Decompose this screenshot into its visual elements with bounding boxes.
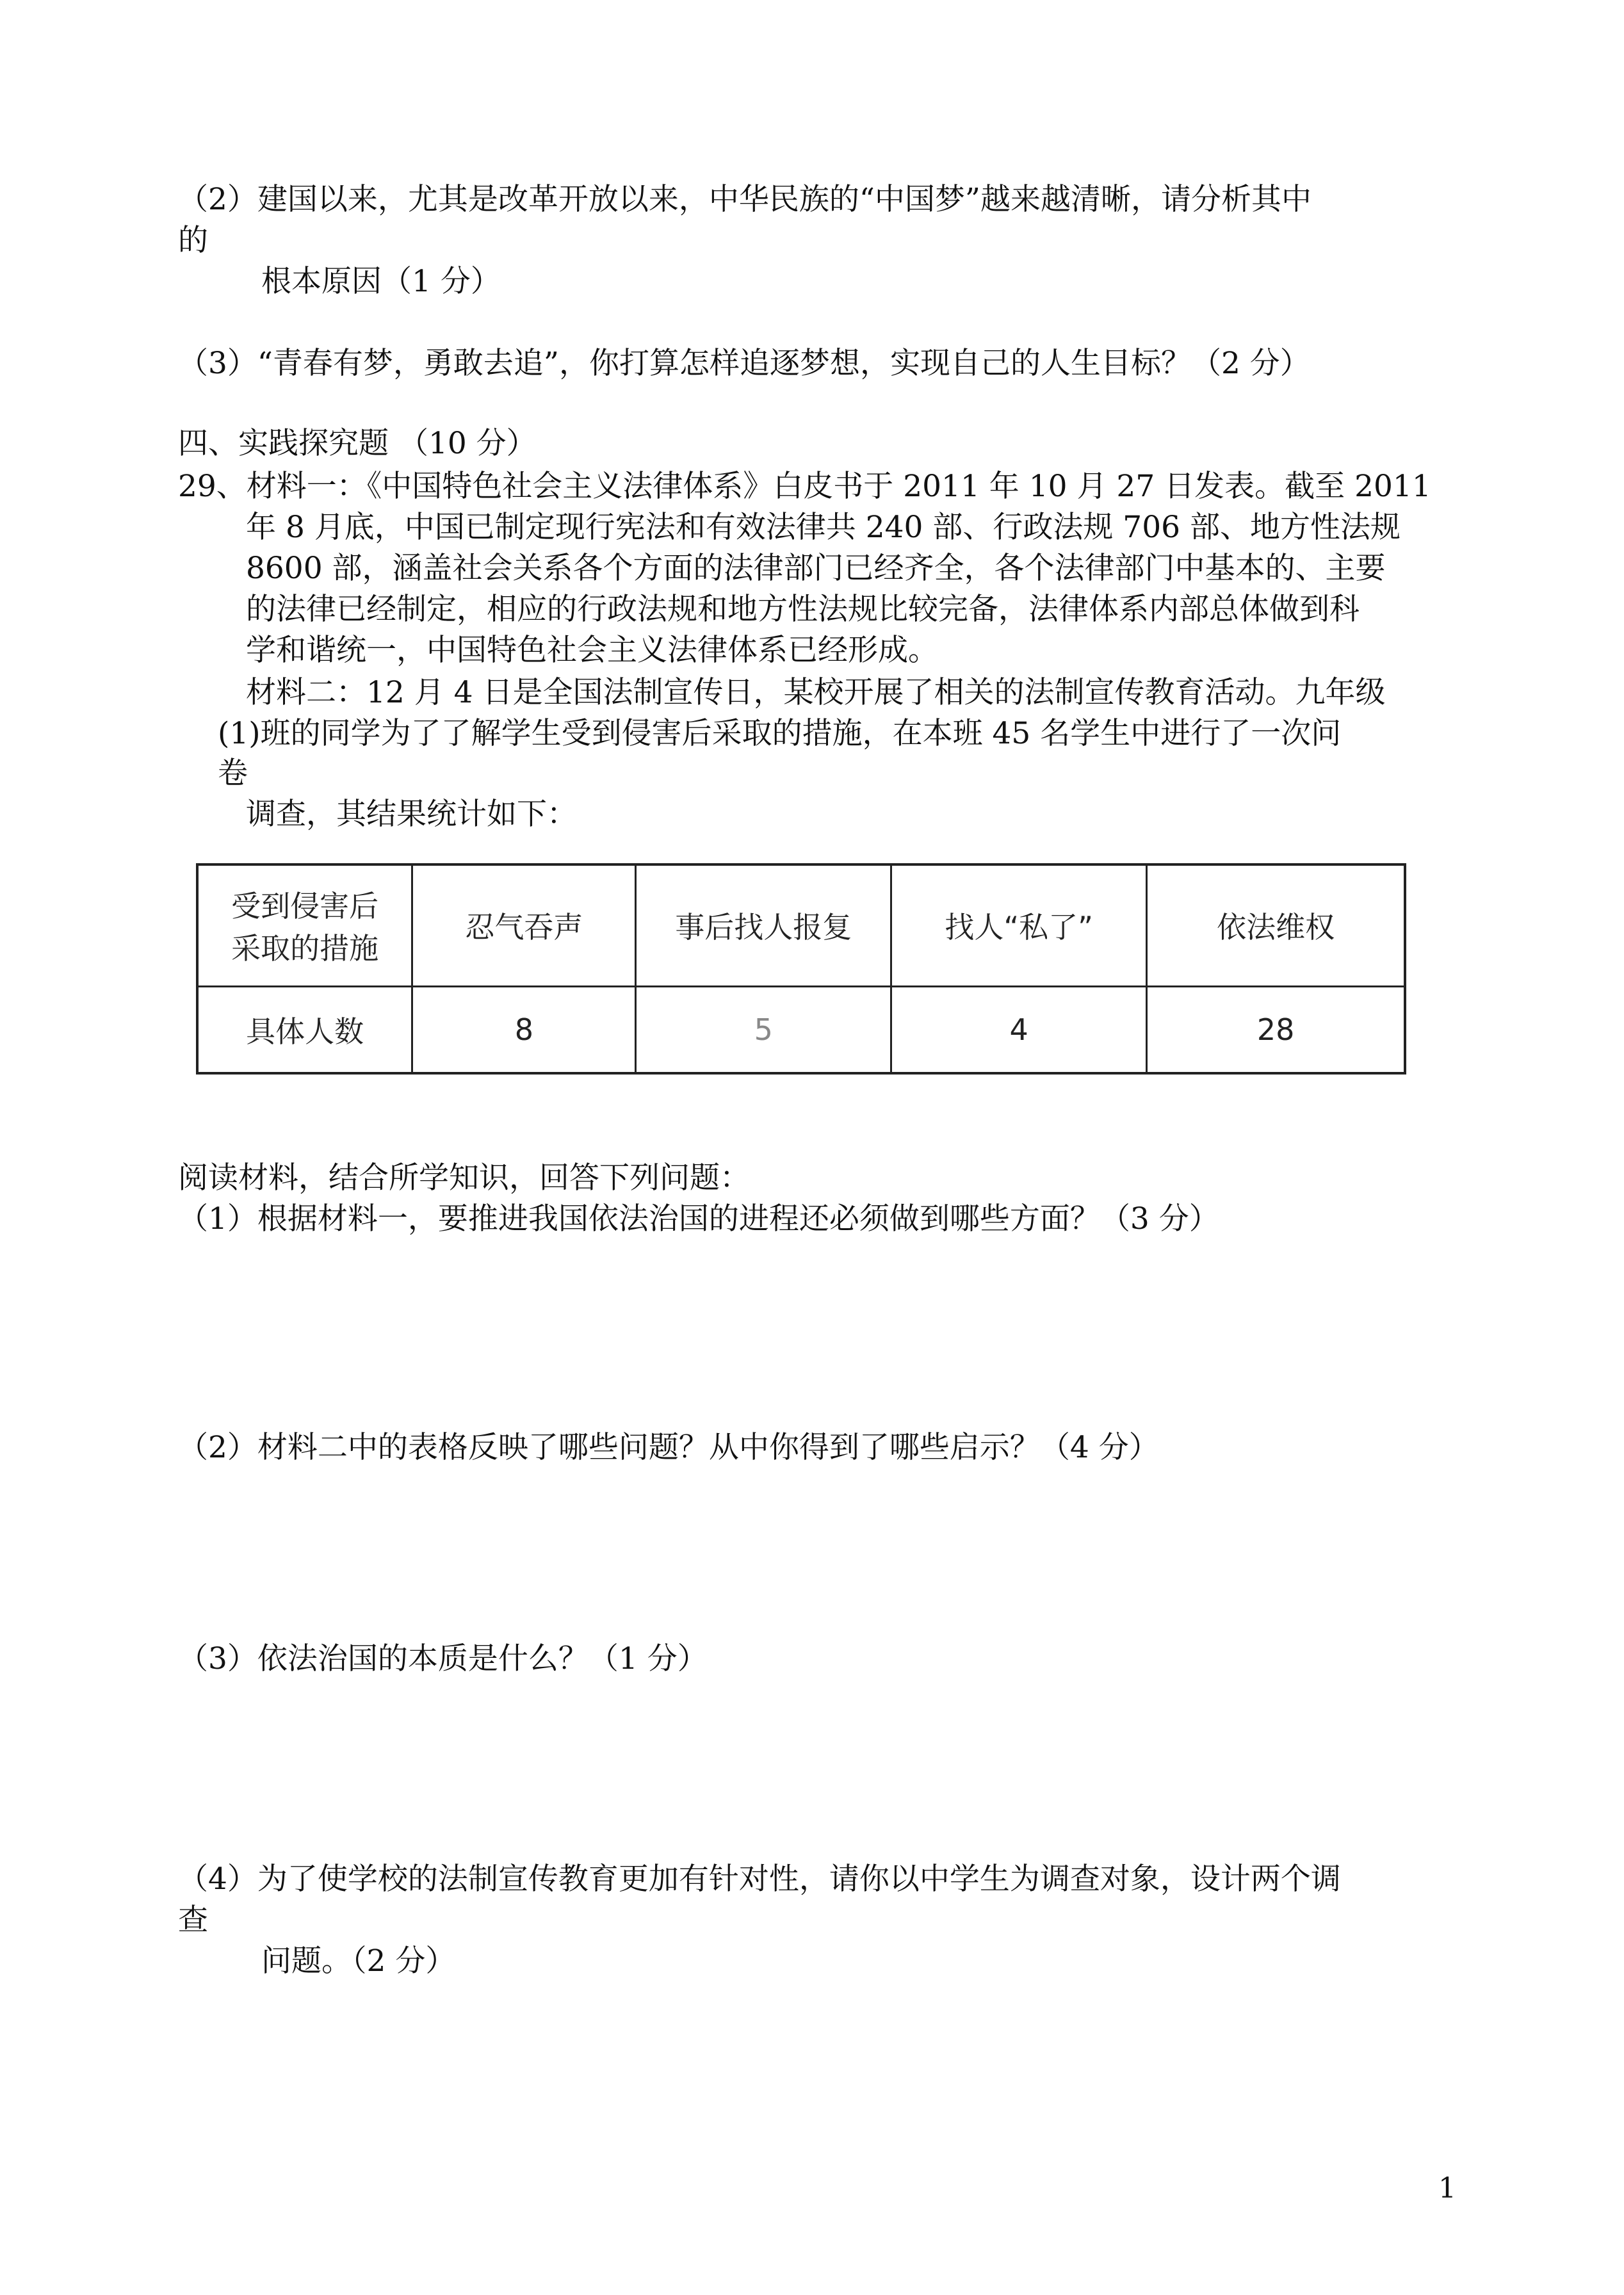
question-1: （1）根据材料一，要推进我国依法治国的进程还必须做到哪些方面？（3 分） (178, 1201, 1219, 1237)
question-4-line-1: （4）为了使学校的法制宣传教育更加有针对性，请你以中学生为调查对象，设计两个调 (178, 1861, 1341, 1897)
question-4-line-3: 问题。（2 分） (261, 1943, 456, 1979)
header-label-line-1: 受到侵害后 (231, 889, 379, 924)
table-column-header: 找人“私了” (891, 864, 1146, 986)
material-1-line-1: 29、材料一：《中国特色社会主义法律体系》白皮书于 2011 年 10 月 27 日发表。截至 2011 (178, 469, 1431, 504)
table-header-row (197, 864, 1405, 986)
section-heading: 四、实践探究题 （10 分） (178, 426, 537, 461)
question-4-line-2: 查 (178, 1902, 208, 1938)
table-column-header: 事后找人报复 (636, 864, 891, 986)
material-1-line-3: 8600 部，涵盖社会关系各个方面的法律部门已经齐全，各个法律部门中基本的、主要 (246, 551, 1386, 586)
table-column-header: 依法维权 (1147, 864, 1405, 986)
material-2-line-3: 卷 (218, 756, 248, 791)
material-2-line-1: 材料二：12 月 4 日是全国法制宣传日，某校开展了相关的法制宣传教育活动。九年级 (246, 675, 1386, 710)
table-column-header: 忍气吞声 (412, 864, 636, 986)
table-data-row (197, 986, 1405, 1073)
table-row-label: 具体人数 (197, 986, 412, 1073)
material-1-line-5: 学和谐统一，中国特色社会主义法律体系已经形成。 (246, 633, 938, 668)
questions-intro: 阅读材料，结合所学知识，回答下列问题： (178, 1160, 750, 1196)
survey-table (196, 863, 1406, 1075)
question-2-line-1: （2）建国以来，尤其是改革开放以来，中华民族的“中国梦”越来越清晰，请分析其中 (178, 182, 1311, 217)
page-number: 1 (1438, 2172, 1456, 2205)
table-cell-value: 8 (412, 986, 636, 1073)
question-3: （3）依法治国的本质是什么？（1 分） (178, 1641, 708, 1676)
question-2: （2）材料二中的表格反映了哪些问题？从中你得到了哪些启示？（4 分） (178, 1430, 1159, 1465)
table-cell-value: 5 (636, 986, 891, 1073)
material-1-line-2: 年 8 月底，中国已制定现行宪法和有效法律共 240 部、行政法规 706 部、地方性法规 (246, 510, 1401, 545)
material-2-line-2: (1)班的同学为了了解学生受到侵害后采取的措施，在本班 45 名学生中进行了一次问 (218, 716, 1342, 751)
question-2-line-2: 的 (178, 223, 208, 258)
question-2-line-3: 根本原因（1 分） (261, 264, 501, 299)
question-3-line-1: （3）“青春有梦，勇敢去追”，你打算怎样追逐梦想，实现自己的人生目标？（2 分） (178, 346, 1310, 381)
table-cell-value: 4 (891, 986, 1146, 1073)
table-cell-value: 28 (1147, 986, 1405, 1073)
table-row-header-label (197, 864, 412, 986)
header-label-line-2: 采取的措施 (231, 931, 379, 966)
material-2-line-4: 调查，其结果统计如下： (246, 797, 577, 832)
material-1-line-4: 的法律已经制定，相应的行政法规和地方性法规比较完备，法律体系内部总体做到科 (246, 592, 1360, 627)
